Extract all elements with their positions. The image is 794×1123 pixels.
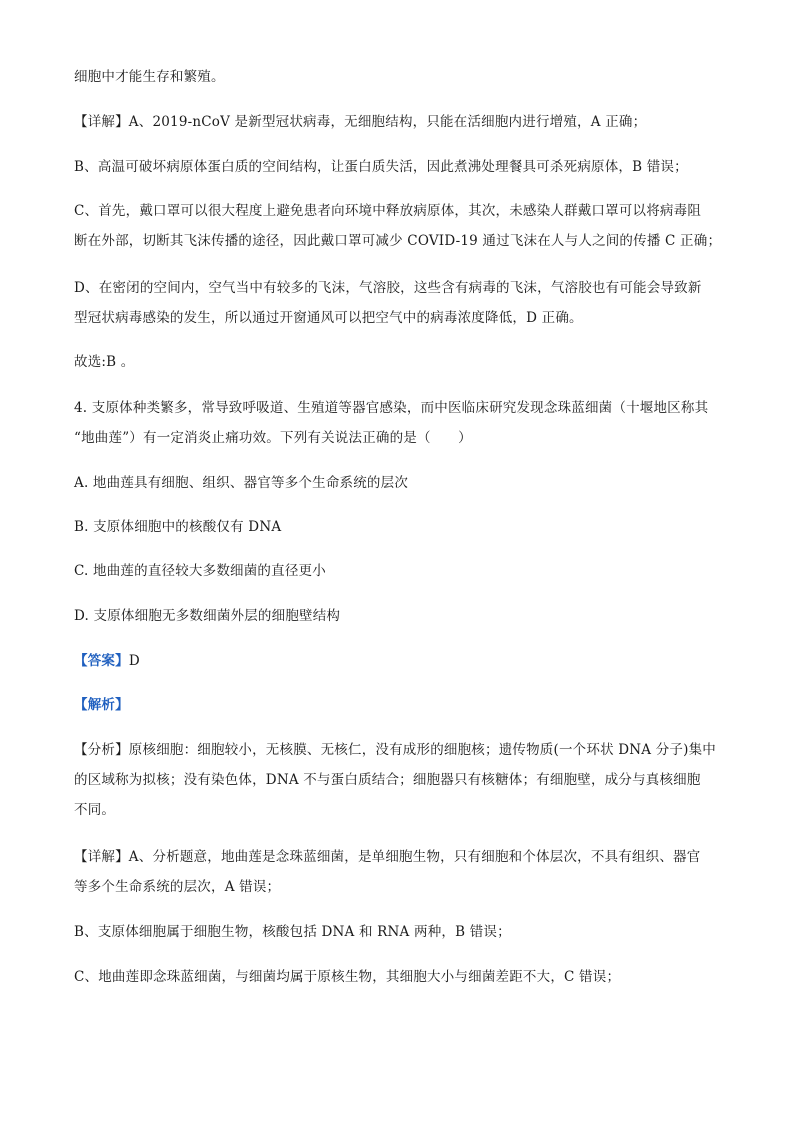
text-line: 【详解】A、分析题意，地曲莲是念珠蓝细菌，是单细胞生物，只有细胞和个体层次，不具有组织、器官 (74, 849, 701, 865)
text-line: D、在密闭的空间内，空气当中有较多的飞沫，气溶胶，这些含有病毒的飞沫，气溶胶也有可能会导致新 (74, 280, 702, 296)
text-line: 断在外部，切断其飞沫传播的途径，因此戴口罩可减少 COVID-19 通过飞沫在人与人之间的传播 C 正确； (74, 233, 722, 249)
option-d: D. 支原体细胞无多数细菌外层的细胞壁结构 (74, 608, 341, 624)
option-a: A. 地曲莲具有细胞、组织、器官等多个生命系统的层次 (74, 475, 409, 491)
answer-value: D (128, 653, 140, 669)
text-line: C、地曲莲即念珠蓝细菌，与细菌均属于原核生物，其细胞大小与细菌差距不大，C 错误； (74, 969, 621, 985)
text-line: 不同。 (74, 802, 116, 818)
analysis-tag: 【解析】 (74, 697, 129, 713)
text-line: 型冠状病毒感染的发生，所以通过开窗通风可以把空气中的病毒浓度降低，D 正确。 (74, 310, 583, 326)
text-line: 细胞中才能生存和繁殖。 (74, 69, 225, 85)
text-line: 等多个生命系统的层次，A 错误； (74, 879, 281, 895)
option-b: B. 支原体细胞中的核酸仅有 DNA (74, 519, 282, 535)
text-line: 的区域称为拟核；没有染色体，DNA 不与蛋白质结合；细胞器只有核糖体；有细胞壁，成分与真核细胞 (74, 772, 701, 788)
analysis-heading (74, 694, 724, 716)
answer-tag: 【答案】 (74, 653, 129, 669)
option-c: C. 地曲莲的直径较大多数细菌的直径更小 (74, 563, 326, 579)
text-line: 【分析】原核细胞：细胞较小，无核膜、无核仁，没有成形的细胞核；遗传物质(一个环状 DNA 分子)集中 (74, 742, 717, 758)
text-line: B、高温可破坏病原体蛋白质的空间结构，让蛋白质失活，因此煮沸处理餐具可杀死病原体，B 错误； (74, 159, 688, 175)
text-line: C、首先，戴口罩可以很大程度上避免患者向环境中释放病原体，其次，未感染人群戴口罩可以将病毒阻 (74, 203, 702, 219)
text-line: 故选:B 。 (74, 354, 135, 370)
text-line: B、支原体细胞属于细胞生物，核酸包括 DNA 和 RNA 两种，B 错误； (74, 924, 511, 940)
text-line: 【详解】A、2019-nCoV 是新型冠状病毒，无细胞结构，只能在活细胞内进行增殖，A 正确； (74, 114, 647, 130)
answer-line (74, 650, 724, 672)
question-stem: 4. 支原体种类繁多，常导致呼吸道、生殖道等器官感染，而中医临床研究发现念珠蓝细菌（十堰地区称其 (74, 400, 709, 416)
question-stem: “地曲莲”）有一定消炎止痛功效。下列有关说法正确的是（ ） (74, 430, 472, 446)
